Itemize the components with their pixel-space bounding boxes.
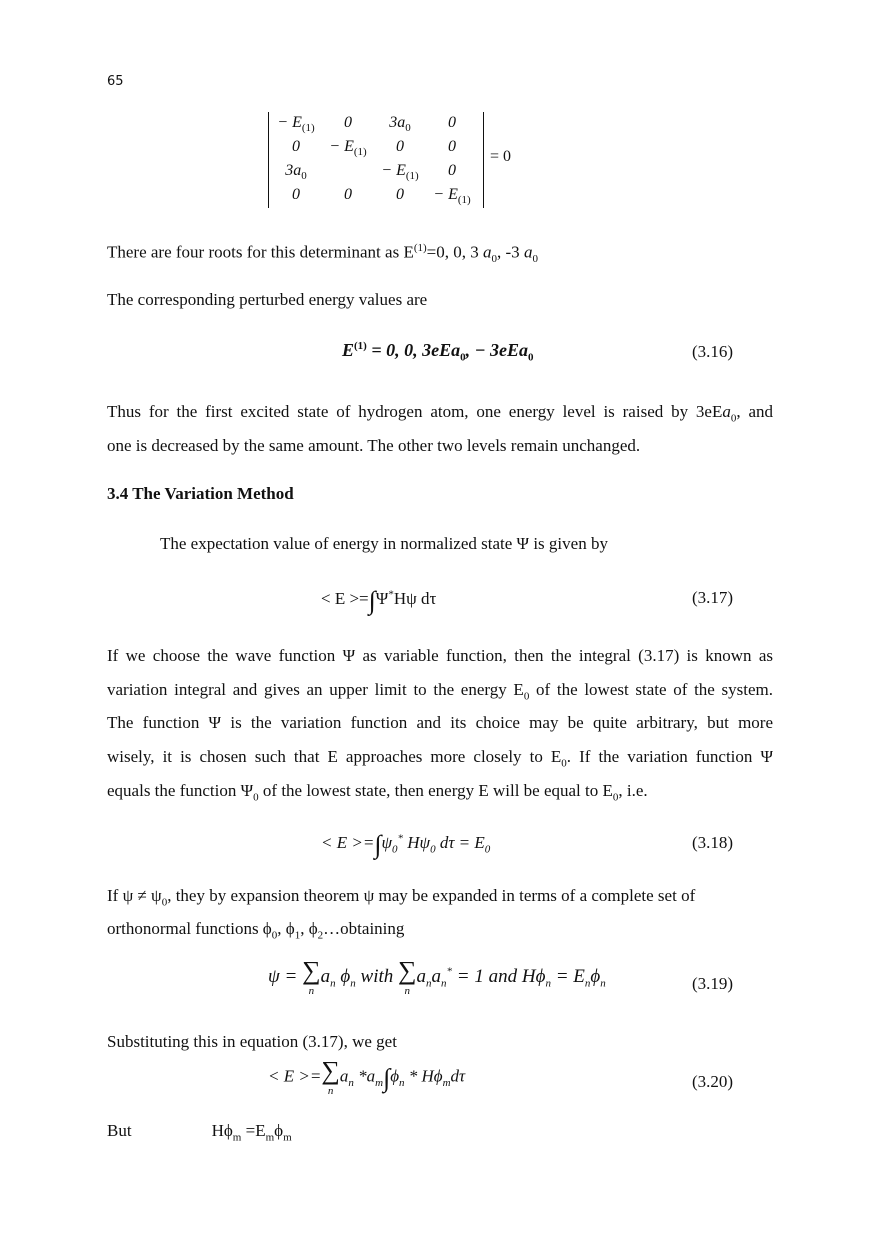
- matrix-equals: = 0: [490, 148, 512, 165]
- equation-number: (3.20): [692, 1072, 734, 1091]
- matrix-cell: $3a_0$: [285, 162, 307, 183]
- equation-number: (3.19): [692, 974, 734, 993]
- paragraph-line: Thus for the first excited state of hydrogen atom, one energy level is raised by 3eEa$_0$, and: [107, 402, 773, 425]
- matrix-cell: 0: [344, 114, 352, 131]
- equation-3-19: ψ = ∑ n $a_n$ $\phi_n$ with ∑ n $a_na_n^* = 1$ and $H\phi_n = E_n\phi_n$: [268, 956, 606, 997]
- paragraph-line: The expectation value of energy in normalized state Ψ is given by: [160, 534, 608, 553]
- page-number: 65: [107, 74, 124, 89]
- equation-3-17: < E >=∫Ψ*Hψ dτ: [321, 586, 437, 615]
- paragraph-line: one is decreased by the same amount. The other two levels remain unchanged.: [107, 436, 641, 455]
- roots-sentence: There are four roots for this determinant as $E^{(1)}=0$, 0, 3 $a_0$, -3 $a_0$: [107, 242, 538, 266]
- paragraph-line: The function Ψ is the variation function and its choice may be quite arbitrary, but more: [107, 713, 773, 732]
- paragraph-line: equals the function $\Psi_0$ of the lowest state, then energy E will be equal to $E_0$, i.e.: [107, 781, 648, 804]
- paragraph-line: orthonormal functions $\phi_0$, $\phi_1$, $\phi_2\dots obtaining$: [107, 919, 405, 942]
- paragraph-line: variation integral and gives an upper limit to the energy $E_0$ of the lowest state of the system.: [107, 680, 773, 703]
- perturbed-sentence: The corresponding perturbed energy values are: [107, 290, 428, 309]
- matrix-cell: − $E_{(1)}$: [433, 186, 471, 207]
- matrix-cell: 0: [448, 138, 456, 155]
- matrix-cell: 0: [448, 114, 456, 131]
- paragraph-line: If we choose the wave function Ψ as variable function, then the integral (3.17) is known as: [107, 646, 773, 665]
- equation-3-18: < $E >=\int\psi_0^*$ $H\psi_0$ $d\tau = E_0$: [321, 830, 491, 859]
- matrix-cell: 0: [448, 162, 456, 179]
- equation-3-20: < E >= ∑ n $a_n$ $*a_m\int\phi_n * H\phi_md\tau$: [268, 1056, 466, 1097]
- matrix-cell: 0: [396, 186, 404, 203]
- equation-number: (3.16): [692, 342, 734, 361]
- matrix-cell: 0: [396, 138, 404, 155]
- matrix-cell: − $E_{(1)}$: [277, 114, 315, 135]
- paragraph-line: If $\psi \ne \psi_0$, they by expansion theorem ψ may be expanded in terms of a complete set of: [107, 886, 696, 909]
- determinant-matrix: [268, 112, 484, 208]
- matrix-cell: 0: [344, 186, 352, 203]
- matrix-cell: $3a_0$: [389, 114, 411, 135]
- paragraph-line: But $H\phi_m =E_m\phi_m$: [107, 1121, 292, 1144]
- equation-number: (3.18): [692, 833, 734, 852]
- section-heading: 3.4 The Variation Method: [107, 484, 294, 503]
- equation-3-16: $E^{(1)} = 0$, 0, 3eEa$_0$, − 3eEa$_0$: [342, 340, 534, 364]
- matrix-cell: − $E_{(1)}$: [329, 138, 367, 159]
- matrix-cell: 0: [292, 186, 300, 203]
- paragraph-line: Substituting this in equation (3.17), we get: [107, 1032, 397, 1051]
- matrix-cell: 0: [292, 138, 300, 155]
- equation-number: (3.17): [692, 588, 734, 607]
- paragraph-line: wisely, it is chosen such that E approaches more closely to $E_0$. If the variation function Ψ: [107, 747, 773, 770]
- matrix-cell: − $E_{(1)}$: [381, 162, 419, 183]
